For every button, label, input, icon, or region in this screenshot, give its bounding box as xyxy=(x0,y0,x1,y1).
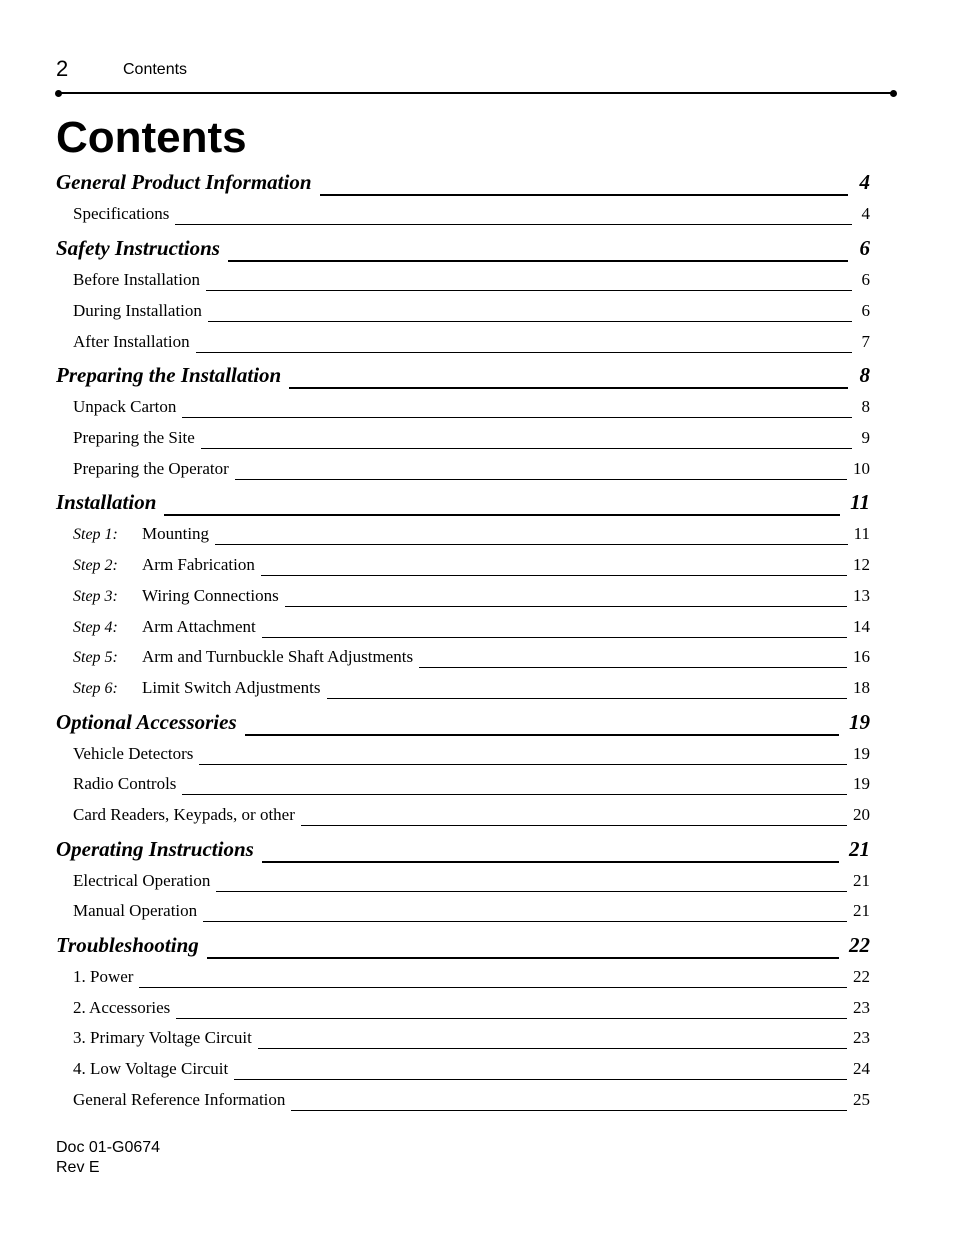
toc-item-label: Specifications xyxy=(73,204,170,223)
toc-item-page: 11 xyxy=(853,524,870,543)
toc-item[interactable] xyxy=(56,744,870,770)
toc-item-page: 14 xyxy=(853,617,870,636)
toc-section-preparing[interactable] xyxy=(56,363,870,393)
step-label: Step 2: xyxy=(73,557,118,574)
toc-item-page: 13 xyxy=(853,586,870,605)
leader-line xyxy=(207,957,839,959)
leader-line xyxy=(419,667,847,668)
leader-line xyxy=(234,1079,847,1080)
toc-item[interactable] xyxy=(56,459,870,485)
step-label: Step 1: xyxy=(73,526,118,543)
toc-item[interactable] xyxy=(56,967,870,993)
leader-line xyxy=(235,479,847,480)
toc-section-page: 11 xyxy=(850,490,870,514)
toc-item[interactable] xyxy=(56,204,870,230)
leader-line xyxy=(182,417,852,418)
step-label: Step 3: xyxy=(73,588,118,605)
toc-item[interactable] xyxy=(56,774,870,800)
toc-item-label: Arm Fabrication xyxy=(142,555,255,574)
toc-section-troubleshooting[interactable] xyxy=(56,933,870,963)
step-label: Step 5: xyxy=(73,649,118,666)
running-head: Contents xyxy=(123,61,188,78)
toc-item-label: Card Readers, Keypads, or other xyxy=(73,805,295,824)
leader-line xyxy=(139,987,847,988)
leader-line xyxy=(175,224,852,225)
toc-item[interactable] xyxy=(56,332,870,358)
toc-item[interactable] xyxy=(56,1028,870,1054)
leader-line xyxy=(261,575,847,576)
toc-item-page: 24 xyxy=(853,1059,870,1078)
toc-item-label: Before Installation xyxy=(73,270,200,289)
toc-item-label: Limit Switch Adjustments xyxy=(142,678,321,697)
leader-line xyxy=(199,764,847,765)
toc-item-label: Electrical Operation xyxy=(73,871,211,890)
leader-line xyxy=(327,698,847,699)
toc-step[interactable] xyxy=(56,617,870,643)
step-label: Step 6: xyxy=(73,680,118,697)
page-number: 2 xyxy=(56,56,69,81)
toc-section-title: General Product Information xyxy=(56,170,312,194)
toc-section-operating[interactable] xyxy=(56,837,870,867)
toc-item-page: 20 xyxy=(853,805,870,824)
toc-item-label: Mounting xyxy=(142,524,210,543)
toc-section-general[interactable] xyxy=(56,170,870,200)
toc-item[interactable] xyxy=(56,1059,870,1085)
toc-section-page: 21 xyxy=(849,837,870,861)
leader-line xyxy=(245,734,839,736)
toc-item[interactable] xyxy=(56,428,870,454)
leader-line xyxy=(301,825,847,826)
toc-section-title: Preparing the Installation xyxy=(56,363,282,387)
leader-line xyxy=(228,260,848,262)
leader-line xyxy=(291,1110,847,1111)
leader-line xyxy=(216,891,847,892)
leader-line xyxy=(320,194,848,196)
toc-section-title: Troubleshooting xyxy=(56,933,199,957)
toc-item-page: 25 xyxy=(853,1090,870,1109)
toc-item-page: 9 xyxy=(861,428,870,447)
toc-item-label: 3. Primary Voltage Circuit xyxy=(73,1028,252,1047)
leader-line xyxy=(258,1048,847,1049)
toc-item-page: 16 xyxy=(853,647,870,666)
leader-line xyxy=(285,606,847,607)
toc-item-page: 10 xyxy=(853,459,870,478)
toc-item[interactable] xyxy=(56,1090,870,1116)
toc-item-page: 6 xyxy=(861,301,870,320)
toc-section-title: Operating Instructions xyxy=(56,837,254,861)
toc-step[interactable] xyxy=(56,586,870,612)
toc-section-title: Safety Instructions xyxy=(56,236,220,260)
toc-item-label: Unpack Carton xyxy=(73,397,177,416)
doc-number: Doc 01-G0674 xyxy=(56,1139,161,1156)
step-label: Step 4: xyxy=(73,619,118,636)
toc-item-label: Radio Controls xyxy=(73,774,177,793)
toc-item-page: 22 xyxy=(853,967,870,986)
leader-line xyxy=(289,387,848,389)
leader-line xyxy=(196,352,852,353)
toc-item[interactable] xyxy=(56,301,870,327)
toc-item-page: 19 xyxy=(853,774,870,793)
toc-item[interactable] xyxy=(56,397,870,423)
toc-item-label: 2. Accessories xyxy=(73,998,171,1017)
toc-item[interactable] xyxy=(56,901,870,927)
toc-item-page: 21 xyxy=(853,871,870,890)
toc-section-safety[interactable] xyxy=(56,236,870,266)
toc-step[interactable] xyxy=(56,555,870,581)
leader-line xyxy=(164,514,840,516)
leader-line xyxy=(262,637,847,638)
toc-item-page: 12 xyxy=(853,555,870,574)
toc-item-page: 19 xyxy=(853,744,870,763)
toc-section-page: 8 xyxy=(859,363,870,387)
toc-item-label: Arm and Turnbuckle Shaft Adjustments xyxy=(142,647,414,666)
toc-item-page: 7 xyxy=(861,332,870,351)
toc-item-label: Vehicle Detectors xyxy=(73,744,194,763)
toc-item-label: Wiring Connections xyxy=(142,586,279,605)
toc-section-optional[interactable] xyxy=(56,710,870,740)
toc-item[interactable] xyxy=(56,270,870,296)
toc-item-label: Arm Attachment xyxy=(142,617,256,636)
toc-step[interactable] xyxy=(56,647,870,673)
toc-item-label: After Installation xyxy=(73,332,190,351)
leader-line xyxy=(262,861,839,863)
toc-item[interactable] xyxy=(56,998,870,1024)
toc-item-label: 4. Low Voltage Circuit xyxy=(73,1059,229,1078)
toc-item-page: 8 xyxy=(861,397,870,416)
toc-item-page: 18 xyxy=(853,678,870,697)
toc-item[interactable] xyxy=(56,805,870,831)
toc-item-label: During Installation xyxy=(73,301,202,320)
toc-section-title: Installation xyxy=(56,490,157,514)
toc-section-title: Optional Accessories xyxy=(56,710,237,734)
toc-section-page: 6 xyxy=(859,236,870,260)
page-title: Contents xyxy=(56,113,247,162)
toc-item-label: Preparing the Site xyxy=(73,428,195,447)
toc-item-page: 23 xyxy=(853,998,870,1017)
toc-section-page: 4 xyxy=(859,170,870,194)
leader-line xyxy=(176,1018,847,1019)
toc-item-label: General Reference Information xyxy=(73,1090,286,1109)
toc-item-label: Preparing the Operator xyxy=(73,459,229,478)
page-footer xyxy=(56,1138,160,1178)
toc-item-page: 4 xyxy=(861,204,870,223)
table-of-contents xyxy=(56,0,870,1235)
toc-section-page: 19 xyxy=(849,710,870,734)
leader-line xyxy=(208,321,852,322)
header-rule-right-dot xyxy=(890,90,897,97)
toc-item-label: 1. Power xyxy=(73,967,134,986)
toc-step[interactable] xyxy=(56,524,870,550)
leader-line xyxy=(201,448,852,449)
leader-line xyxy=(182,794,847,795)
toc-step[interactable] xyxy=(56,678,870,704)
toc-item-page: 6 xyxy=(861,270,870,289)
leader-line xyxy=(203,921,847,922)
toc-item-page: 23 xyxy=(853,1028,870,1047)
leader-line xyxy=(215,544,848,545)
leader-line xyxy=(206,290,852,291)
toc-section-page: 22 xyxy=(849,933,870,957)
revision: Rev E xyxy=(56,1159,100,1176)
toc-item-page: 21 xyxy=(853,901,870,920)
toc-item[interactable] xyxy=(56,871,870,897)
toc-section-installation[interactable] xyxy=(56,490,870,520)
toc-item-label: Manual Operation xyxy=(73,901,198,920)
